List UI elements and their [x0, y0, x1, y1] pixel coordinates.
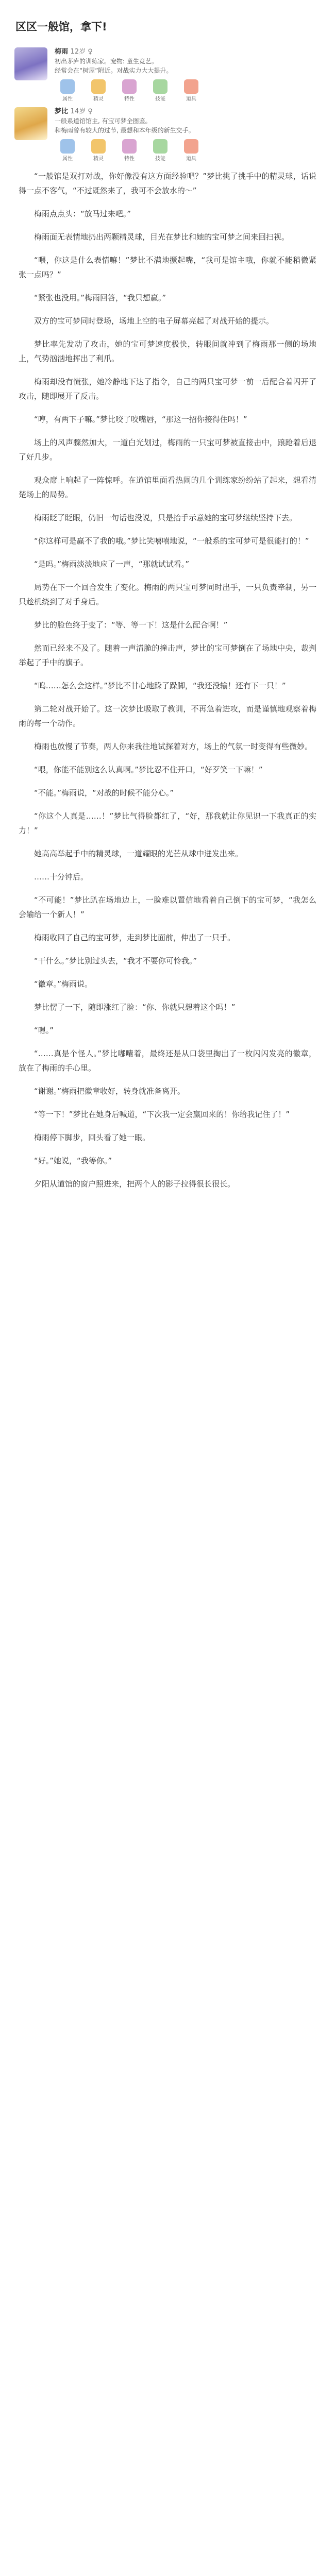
badge: 技能 — [147, 139, 173, 164]
badge: 属性 — [55, 139, 80, 164]
gem-icon — [184, 139, 198, 154]
paragraph: “徽章。”梅雨说。 — [34, 979, 93, 989]
badge: 道具 — [178, 139, 204, 164]
gem-icon — [153, 79, 167, 94]
mengbi-avatar — [14, 107, 47, 140]
paragraph: 梅雨点点头：“放马过来吧。” — [34, 209, 131, 218]
paragraph: “哼，有两下子嘛。”梦比咬了咬嘴唇，“那这一招你接得住吗！” — [34, 415, 247, 424]
paragraph: “是吗。”梅雨淡淡地应了一声，“那就试试看。” — [34, 560, 190, 569]
character-card-meiyu — [14, 43, 321, 103]
paragraph: 夕阳从道馆的窗户照进来，把两个人的影子拉得很长很长。 — [34, 1179, 236, 1189]
gem-icon — [184, 79, 198, 94]
gem-icon — [60, 79, 75, 94]
badge: 特性 — [116, 79, 142, 104]
gem-icon — [60, 139, 75, 154]
paragraph: “嗯。” — [34, 1026, 54, 1035]
paragraph: “紧张也没用。”梅雨回答，“我只想赢。” — [34, 293, 166, 302]
paragraph: 双方的宝可梦同时登场，场地上空的电子屏幕亮起了对战开始的提示。 — [34, 316, 274, 326]
paragraph: 第二轮对战开始了。这一次梦比吸取了教训，不再急着进攻，而是谨慎地观察着梅雨的每一个动作。 — [19, 704, 316, 728]
paragraph: “不能。”梅雨说，“对战的时候不能分心。” — [34, 788, 174, 798]
paragraph: 梅雨却没有慌张，她冷静地下达了指令，自己的两只宝可梦一前一后配合着闪开了攻击，随即展开了反击。 — [19, 377, 316, 401]
character-name: 梅雨 — [55, 48, 69, 56]
gem-icon — [91, 79, 106, 94]
paragraph: 梦比率先发动了攻击，她的宝可梦速度极快，转眼间就冲到了梅雨那一侧的场地上，气势汹汹地挥出了利爪。 — [19, 340, 316, 363]
paragraph: “你这个人真是……！”梦比气得脸都红了，“好，那我就让你见识一下我真正的实力！” — [19, 811, 316, 835]
badge: 精灵 — [86, 139, 111, 164]
scene-break: ……十分钟后。 — [34, 872, 89, 882]
meiyu-avatar — [14, 47, 47, 80]
gem-icon — [153, 139, 167, 154]
paragraph: “等一下！”梦比在她身后喊道，“下次我一定会赢回来的！你给我记住了！” — [34, 1110, 290, 1119]
paragraph: 梅雨面无表情地扔出两颗精灵球，目光在梦比和她的宝可梦之间来回扫视。 — [34, 232, 290, 242]
article-title: 区区一般馆，拿下! — [15, 21, 107, 33]
badge: 技能 — [147, 79, 173, 104]
badge: 属性 — [55, 79, 80, 104]
paragraph: “干什么。”梦比别过头去，“我才不要你可怜我。” — [34, 956, 197, 965]
paragraph: “……真是个怪人。”梦比嘟囔着，最终还是从口袋里掏出了一枚闪闪发亮的徽章，放在了梅雨的手心里。 — [19, 1049, 316, 1073]
paragraph: 梦比愣了一下，随即涨红了脸：“你、你就只想着这个吗！” — [34, 1003, 236, 1012]
paragraph: “一般馆是双打对战，你好像没有这方面经验吧？”梦比挑了挑手中的精灵球，话说得一点不客气，“不过既然来了，我可不会放水的～” — [19, 172, 316, 195]
paragraph: “你这样可是赢不了我的哦。”梦比笑嘻嘻地说，“一般系的宝可梦可是很能打的！” — [34, 536, 309, 546]
paragraph: “谢谢。”梅雨把徽章收好，转身就准备离开。 — [34, 1087, 186, 1096]
paragraph: 局势在下一个回合发生了变化。梅雨的两只宝可梦同时出手，一只负责牵制，另一只趁机绕到了对手身后。 — [19, 583, 316, 606]
character-meta: 12岁 ♀ — [70, 48, 93, 56]
paragraph: “呜……怎么会这样。”梦比不甘心地跺了跺脚，“我还没输！还有下一只！” — [34, 681, 286, 690]
badge: 特性 — [116, 139, 142, 164]
character-line: 经常会在“树屋”附近。对战实力大大提升。 — [55, 67, 173, 74]
gem-icon — [91, 139, 106, 154]
badge: 精灵 — [86, 79, 111, 104]
paragraph: “喂，你这是什么表情嘛！”梦比不满地撅起嘴，“我可是馆主哦，你就不能稍微紧张一点吗？” — [19, 256, 316, 279]
character-meta: 14岁 ♀ — [70, 108, 93, 115]
paragraph: 然而已经来不及了。随着一声清脆的撞击声，梦比的宝可梦倒在了场地中央，裁判举起了手中的旗子。 — [19, 643, 316, 667]
paragraph: 她高高举起手中的精灵球，一道耀眼的光芒从球中迸发出来。 — [34, 849, 243, 858]
paragraph: 梅雨眨了眨眼，仍旧一句话也没说，只是抬手示意她的宝可梦继续坚持下去。 — [34, 513, 297, 522]
character-line: 初出茅庐的训练家。宠物: 童生竞艺。 — [55, 58, 158, 65]
paragraph: 梅雨停下脚步，回头看了她一眼。 — [34, 1133, 150, 1142]
character-name: 梦比 — [55, 108, 69, 115]
paragraph: “好。”她说，“我等你。” — [34, 1156, 112, 1165]
badge-row — [55, 139, 204, 164]
character-cards — [0, 43, 335, 163]
paragraph: 梅雨收回了自己的宝可梦，走到梦比面前，伸出了一只手。 — [34, 933, 236, 942]
character-line: 和梅雨曾有较大的过节, 最想和本年级的新生交手。 — [55, 127, 195, 134]
paragraph: “不可能！”梦比趴在场地边上，一脸难以置信地看着自己倒下的宝可梦，“我怎么会输给一个新人！” — [19, 895, 316, 919]
paragraph: “喂，你能不能别这么认真啊。”梦比忍不住开口，“好歹笑一下嘛！” — [34, 765, 263, 774]
paragraph: 观众席上响起了一阵惊呼。在道馆里面看热闹的几个训练家纷纷站了起来，想看清楚场上的局势。 — [19, 476, 316, 499]
article-page — [0, 0, 335, 1221]
gem-icon — [122, 79, 137, 94]
character-line: 一般系道馆馆主, 有宝可梦全图鉴。 — [55, 117, 152, 125]
badge: 道具 — [178, 79, 204, 104]
article-body — [0, 163, 335, 1191]
gem-icon — [122, 139, 137, 154]
character-card-mengbi — [14, 103, 321, 163]
paragraph: 场上的风声骤然加大，一道白光划过，梅雨的一只宝可梦被直接击中，踉跄着后退了好几步。 — [19, 438, 316, 462]
paragraph: 梦比的脸色终于变了：“等、等一下！这是什么配合啊！” — [34, 620, 228, 630]
badge-row — [55, 79, 204, 104]
paragraph: 梅雨也放慢了节奏，两人你来我往地试探着对方，场上的气氛一时变得有些微妙。 — [34, 742, 313, 751]
